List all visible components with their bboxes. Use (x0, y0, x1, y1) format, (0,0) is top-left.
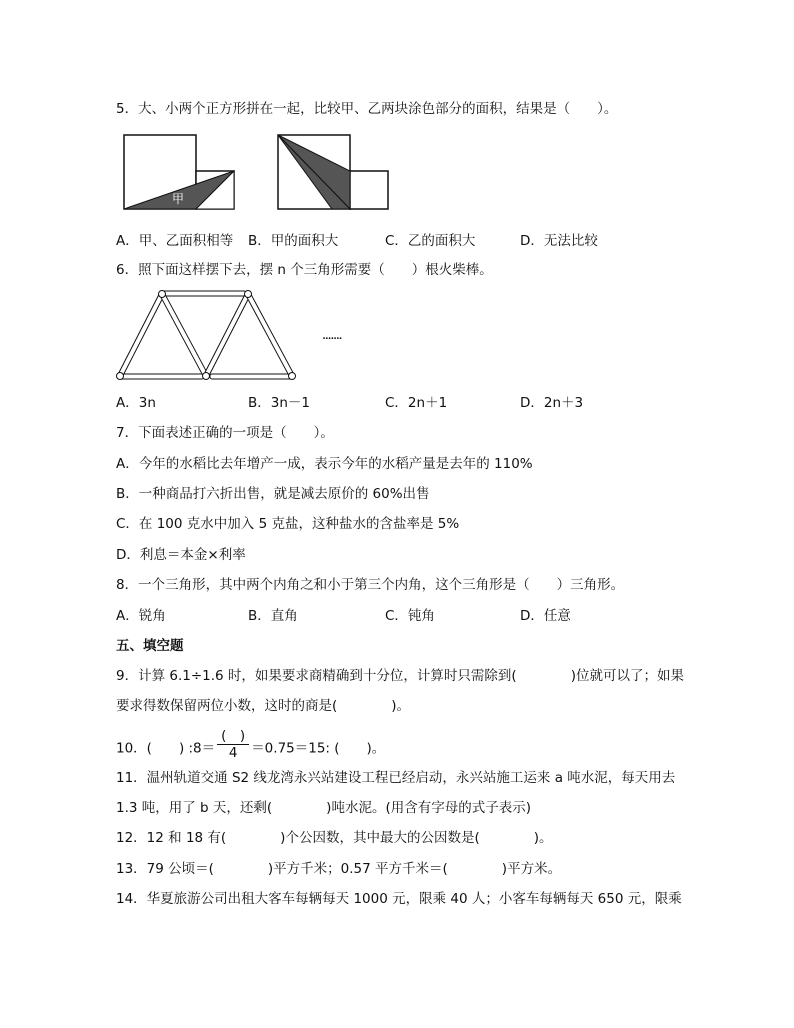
q6-option-d[interactable]: D．2n＋3 (520, 395, 584, 411)
q11-line1: 11．温州轨道交通 S2 线龙湾永兴站建设工程已经启动，永兴站施工运来 a 吨水泥，每天用去 (116, 770, 676, 786)
q5-stem: 5．大、小两个正方形拼在一起，比较甲、乙两块涂色部分的面积，结果是（ ）。 (116, 101, 618, 117)
q10-fraction-denominator: 4 (228, 745, 238, 761)
q7-option-a[interactable]: A．今年的水稻比去年增产一成，表示今年的水稻产量是去年的 110% (116, 456, 533, 472)
q8-option-a[interactable]: A．锐角 (116, 608, 166, 624)
q8-option-d[interactable]: D．任意 (520, 608, 571, 624)
q8-option-b[interactable]: B．直角 (248, 608, 298, 624)
section-title-fill-in: 五、填空题 (116, 638, 184, 654)
q9-line1: 9．计算 6.1÷1.6 时，如果要求商精确到十分位，计算时只需除到( )位就可以了；如果 (116, 668, 684, 684)
q10-suffix: ＝0.75＝15: ( )。 (251, 740, 386, 757)
q14-text: 14．华夏旅游公司出租大客车每辆每天 1000 元，限乘 40 人；小客车每辆每天 650 元，限乘 (116, 891, 682, 907)
q5-option-a[interactable]: A．甲、乙面积相等 (116, 233, 234, 249)
q5-label-yi: 乙 (352, 194, 365, 208)
q6-matchstick-figure (114, 288, 304, 384)
q7-stem: 7．下面表述正确的一项是（ ）。 (116, 425, 334, 441)
q10-equation (116, 728, 386, 765)
q10-fraction-numerator: ( ) (217, 728, 249, 745)
q7-option-d[interactable]: D．利息＝本金×利率 (116, 547, 246, 563)
q5-option-c[interactable]: C．乙的面积大 (385, 233, 476, 249)
q5-option-b[interactable]: B．甲的面积大 (248, 233, 339, 249)
q8-stem: 8．一个三角形，其中两个内角之和小于第三个内角，这个三角形是（ ）三角形。 (116, 577, 625, 593)
q9-line2: 要求得数保留两位小数，这时的商是( )。 (116, 698, 411, 714)
q11-line2: 1.3 吨，用了 b 天，还剩( )吨水泥。(用含有字母的式子表示) (116, 800, 531, 816)
q10-prefix: 10．( ) :8＝ (116, 740, 216, 757)
q6-option-b[interactable]: B．3n－1 (248, 395, 310, 411)
q6-option-c[interactable]: C．2n＋1 (385, 395, 448, 411)
q5-figure-jia (122, 133, 242, 213)
q6-option-a[interactable]: A．3n (116, 395, 156, 411)
q7-option-b[interactable]: B．一种商品打六折出售，就是减去原价的 60%出售 (116, 486, 430, 502)
q12-text: 12．12 和 18 有( )个公因数，其中最大的公因数是( )。 (116, 830, 553, 846)
q7-option-c[interactable]: C．在 100 克水中加入 5 克盐，这种盐水的含盐率是 5% (116, 516, 460, 532)
q6-continuation-dots: ．．．．．．． (322, 327, 348, 343)
q8-option-c[interactable]: C．钝角 (385, 608, 435, 624)
q5-option-d[interactable]: D．无法比较 (520, 233, 598, 249)
q10-fraction (217, 728, 249, 761)
q13-text: 13．79 公顷＝( )平方千米；0.57 平方千米＝( )平方米。 (116, 861, 562, 877)
q6-stem: 6．照下面这样摆下去，摆 n 个三角形需要（ ）根火柴棒。 (116, 262, 493, 278)
q5-figure-yi (276, 133, 396, 213)
q5-label-jia: 甲 (172, 192, 185, 206)
